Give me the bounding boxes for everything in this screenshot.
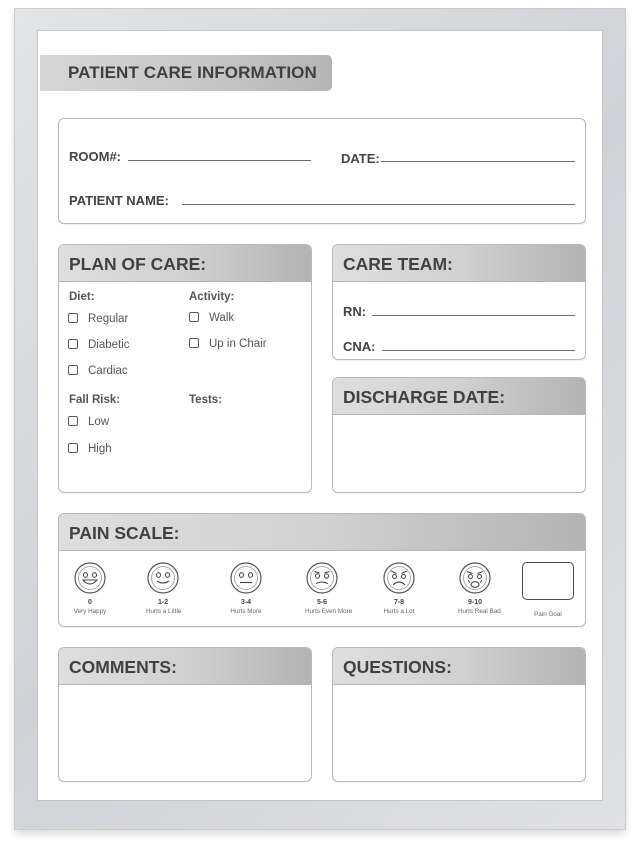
pain-level-number: 3-4 (240, 599, 252, 606)
comments-panel (58, 647, 312, 782)
tests-label: Tests: (189, 394, 223, 406)
checkbox[interactable] (68, 416, 78, 426)
pain-scale-heading: PAIN SCALE: (59, 514, 585, 551)
option-label: Walk (209, 312, 235, 324)
pain-level-1-2[interactable] (146, 561, 180, 615)
room-label: ROOM#: (69, 149, 121, 164)
diet-label: Diet: (69, 291, 95, 303)
checkbox[interactable] (68, 365, 78, 375)
comments-heading: COMMENTS: (59, 648, 311, 685)
pain-level-text: Hurts More (230, 608, 262, 615)
rn-field[interactable] (372, 315, 575, 316)
care-team-heading: CARE TEAM: (333, 245, 585, 282)
pain-level-number: 9-10 (467, 599, 482, 606)
slightly-happy-face-icon (146, 561, 180, 595)
fall-risk-option-high[interactable] (68, 443, 112, 455)
patient-name-label: PATIENT NAME: (69, 193, 169, 208)
option-label: Low (88, 416, 110, 428)
pain-goal-box[interactable] (522, 562, 574, 600)
activity-label: Activity: (189, 291, 235, 303)
fall-risk-option-low[interactable] (68, 416, 109, 428)
pain-level-number: 0 (88, 599, 92, 606)
pain-level-number: 1-2 (157, 599, 169, 606)
page-title: PATIENT CARE INFORMATION (40, 55, 332, 91)
diet-option-cardiac[interactable] (68, 365, 128, 377)
pain-level-text: Hurts a Lot (383, 608, 415, 615)
option-label: Cardiac (88, 365, 128, 377)
activity-option-up-in-chair[interactable] (189, 338, 267, 350)
checkbox[interactable] (68, 339, 78, 349)
option-label: Diabetic (88, 339, 130, 351)
pain-level-number: 7-8 (393, 599, 405, 606)
patient-header-panel (58, 118, 586, 224)
diet-option-regular[interactable] (68, 313, 128, 325)
pain-level-3-4[interactable] (229, 561, 263, 615)
option-label: Up in Chair (209, 338, 267, 350)
very-happy-face-icon (73, 561, 107, 595)
cna-field[interactable] (382, 350, 575, 351)
pain-level-text: Hurts a Little (146, 608, 182, 615)
date-label: DATE: (341, 151, 380, 166)
questions-heading: QUESTIONS: (333, 648, 585, 685)
pain-goal-label: Pain Goal (534, 611, 562, 618)
checkbox[interactable] (68, 313, 78, 323)
sad-face-icon (382, 561, 416, 595)
rn-label: RN: (343, 304, 367, 319)
activity-option-walk[interactable] (189, 312, 234, 324)
discharge-date-heading: DISCHARGE DATE: (333, 378, 585, 415)
comments-write-area[interactable] (59, 685, 311, 781)
neutral-face-icon (229, 561, 263, 595)
fall-risk-label: Fall Risk: (69, 394, 121, 406)
questions-panel (332, 647, 586, 782)
date-field[interactable] (381, 161, 575, 162)
cna-label: CNA: (343, 339, 376, 354)
pain-level-5-6[interactable] (305, 561, 353, 615)
plan-of-care-heading: PLAN OF CARE: (59, 245, 311, 282)
discharge-date-panel (332, 377, 586, 493)
option-label: High (88, 443, 112, 455)
checkbox[interactable] (189, 312, 199, 322)
pain-level-text: Very Happy (73, 608, 107, 615)
pain-level-text: Hurts Real Bad (458, 608, 501, 615)
uneasy-face-icon (305, 561, 339, 595)
checkbox[interactable] (189, 338, 199, 348)
patient-name-field[interactable] (182, 204, 575, 205)
pain-level-0[interactable] (73, 561, 107, 615)
questions-write-area[interactable] (333, 685, 585, 781)
pain-level-7-8[interactable] (382, 561, 416, 615)
crying-face-icon (458, 561, 492, 595)
pain-level-text: Hurts Even More (305, 608, 353, 615)
pain-level-number: 5-6 (316, 599, 328, 606)
room-field[interactable] (128, 160, 311, 161)
discharge-date-write-area[interactable] (333, 415, 585, 492)
pain-level-9-10[interactable] (458, 561, 501, 615)
option-label: Regular (88, 313, 129, 325)
checkbox[interactable] (68, 443, 78, 453)
diet-option-diabetic[interactable] (68, 339, 130, 351)
